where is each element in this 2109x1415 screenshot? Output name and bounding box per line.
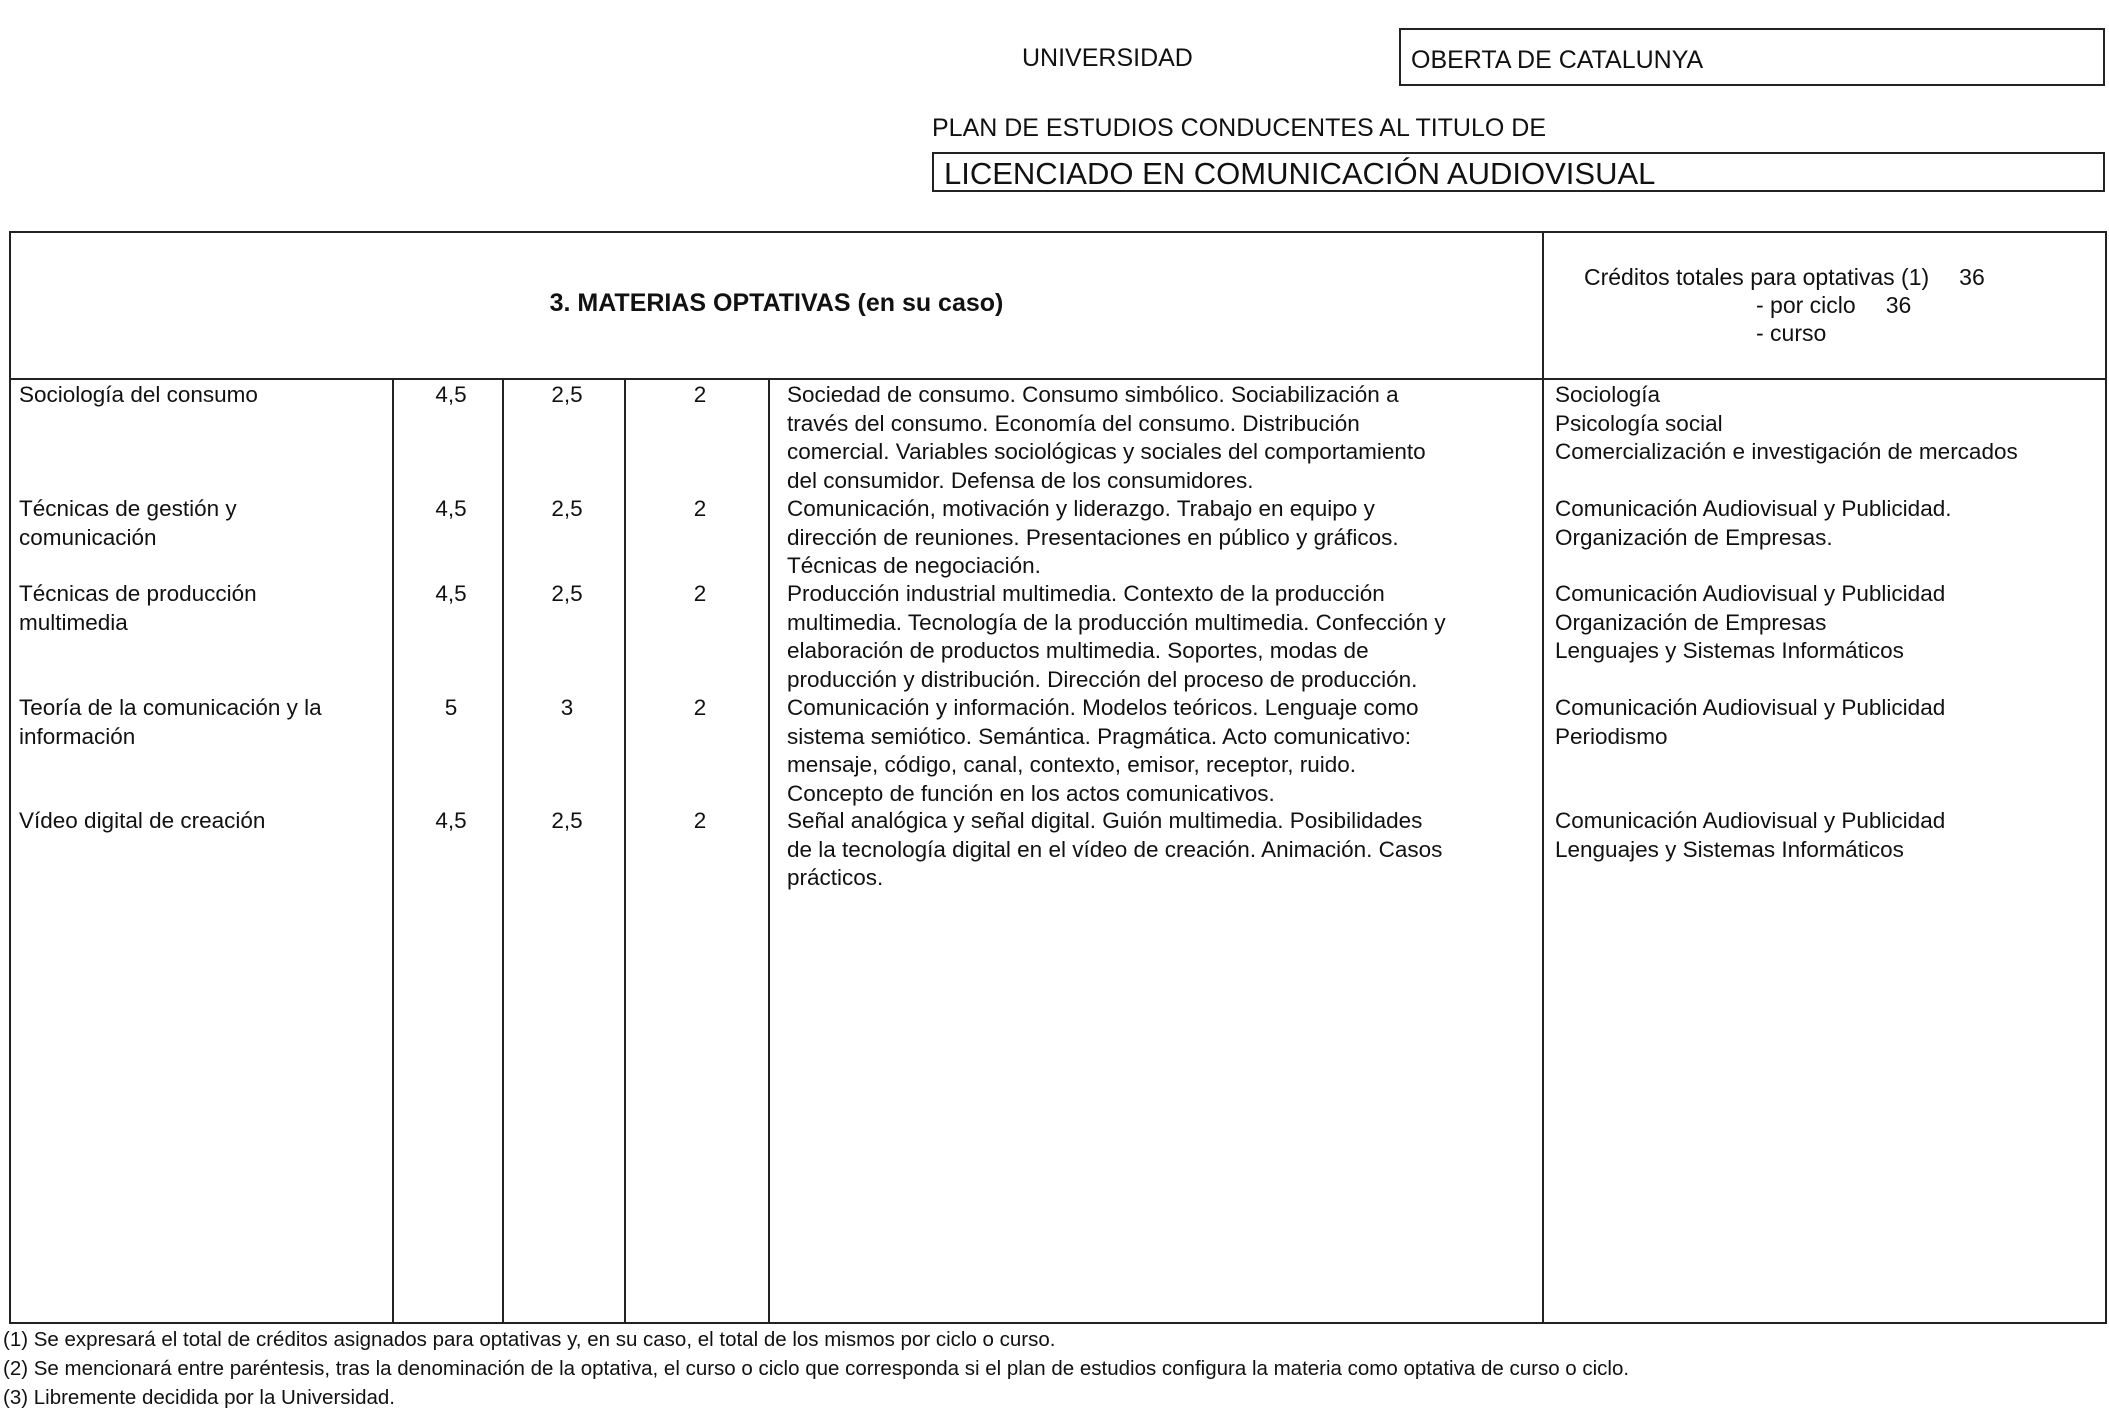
credits-total-label: Créditos totales para optativas (1)	[1584, 264, 1930, 290]
subject-description: Sociedad de consumo. Consumo simbólico. Sociabilización a través del consumo. Economía del consumo. Distribución comercial. Variables sociológicas y sociales del comportamiento del consumidor. Defensa de los consumidores.	[787, 382, 1426, 493]
subject-name: Técnicas de producción multimedia	[19, 581, 257, 635]
footnote-2: (2) Se mencionará entre paréntesis, tras la denominación de la optativa, el curso o ciclo que corresponda si el plan de estudios configura la materia como optativa de curso o ciclo.	[3, 1357, 1630, 1380]
plan-label: PLAN DE ESTUDIOS CONDUCENTES AL TITULO DE	[932, 114, 1547, 142]
credits-total: 4,5	[435, 808, 467, 833]
footnote-3: (3) Libremente decidida por la Universidad.	[3, 1386, 395, 1409]
university-name-box	[1399, 28, 2105, 86]
credits-practice: 2	[693, 695, 707, 720]
credits-practice: 2	[693, 496, 707, 521]
footnote-1: (1) Se expresará el total de créditos asignados para optativas y, en su caso, el total de los mismos por ciclo o curso.	[3, 1328, 1056, 1351]
credits-practice: 2	[693, 808, 707, 833]
subject-description: Señal analógica y señal digital. Guión multimedia. Posibilidades de la tecnología digital en el vídeo de creación. Animación. Casos prácticos.	[787, 808, 1443, 890]
knowledge-areas: Sociología Psicología social Comercialización e investigación de mercados	[1555, 382, 2018, 464]
subject-description: Comunicación, motivación y liderazgo. Trabajo en equipo y dirección de reuniones. Presentaciones en público y gráficos. Técnicas de negociación.	[787, 496, 1399, 578]
subject-name: Vídeo digital de creación	[19, 808, 266, 833]
degree-title: LICENCIADO EN COMUNICACIÓN AUDIOVISUAL	[944, 156, 1656, 191]
degree-title-box	[932, 152, 2105, 192]
credits-per-course-line	[1542, 319, 2102, 347]
header-row-divider	[11, 378, 2105, 380]
credits-theory: 2,5	[551, 581, 583, 606]
university-label: UNIVERSIDAD	[1022, 44, 1193, 72]
column-divider-areas	[1542, 233, 1544, 1322]
credits-practice: 2	[693, 581, 707, 606]
knowledge-areas: Comunicación Audiovisual y Publicidad Lenguajes y Sistemas Informáticos	[1555, 808, 1946, 862]
footnotes	[3, 1325, 2103, 1412]
per-cycle-value: 36	[1885, 292, 1912, 318]
knowledge-areas: Comunicación Audiovisual y Publicidad Periodismo	[1555, 695, 1946, 749]
credits-theory: 2,5	[551, 808, 583, 833]
per-course-label: - curso	[1756, 320, 1827, 346]
credits-total: 4,5	[435, 496, 467, 521]
credits-total-value: 36	[1959, 264, 1985, 290]
subject-description: Comunicación y información. Modelos teóricos. Lenguaje como sistema semiótico. Semántica. Pragmática. Acto comunicativo: mensaje, código, canal, contexto, emisor, receptor, ruido. Concepto de función en los actos comunicativos.	[787, 695, 1419, 806]
credits-theory: 2,5	[551, 382, 583, 407]
optional-subjects-table	[9, 231, 2107, 1324]
knowledge-areas: Comunicación Audiovisual y Publicidad. Organización de Empresas.	[1555, 496, 1952, 550]
column-divider-1	[392, 378, 394, 1322]
knowledge-areas: Comunicación Audiovisual y Publicidad Organización de Empresas Lenguajes y Sistemas Informáticos	[1555, 581, 1946, 663]
subject-description: Producción industrial multimedia. Contexto de la producción multimedia. Tecnología de la producción multimedia. Confección y elaboración de productos multimedia. Soportes, modas de producción y distribución. Dirección del proceso de producción.	[787, 581, 1446, 692]
per-cycle-label: - por ciclo	[1756, 292, 1856, 318]
credits-practice: 2	[693, 382, 707, 407]
credits-theory: 3	[560, 695, 574, 720]
credits-theory: 2,5	[551, 496, 583, 521]
credits-summary	[1542, 263, 2102, 347]
subject-name: Teoría de la comunicación y la información	[19, 695, 322, 749]
credits-total: 5	[444, 695, 458, 720]
subject-name: Sociología del consumo	[19, 382, 258, 407]
credits-total: 4,5	[435, 382, 467, 407]
section-title: 3. MATERIAS OPTATIVAS (en su caso)	[549, 289, 1004, 317]
subject-name: Técnicas de gestión y comunicación	[19, 496, 237, 550]
credits-total-line	[1542, 263, 2102, 291]
university-name: OBERTA DE CATALUNYA	[1411, 46, 1704, 74]
credits-total: 4,5	[435, 581, 467, 606]
credits-per-cycle-line	[1542, 291, 2102, 319]
